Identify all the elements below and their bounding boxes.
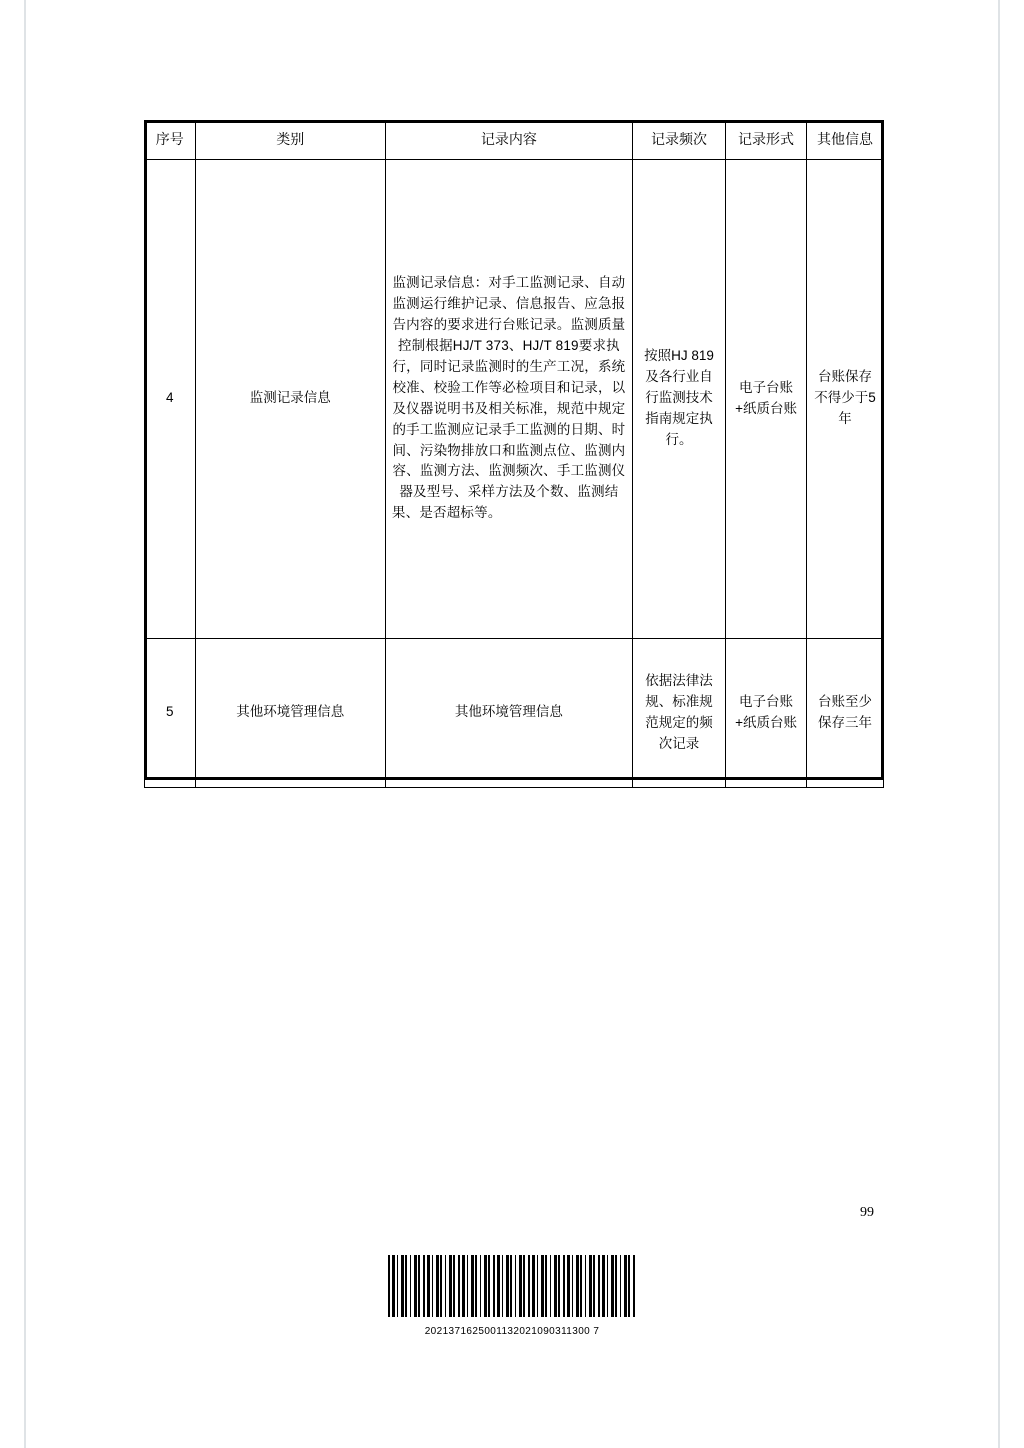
records-table [144, 120, 884, 788]
column-header-form: 记录形式 [726, 121, 807, 160]
cell-frequency: 依据法律法规、标准规范规定的频次记录 [632, 638, 725, 787]
cell-no: 4 [145, 159, 196, 638]
column-header-content: 记录内容 [385, 121, 632, 160]
cell-content: 监测记录信息：对手工监测记录、自动监测运行维护记录、信息报告、应急报告内容的要求进行台账记录。监测质量控制根据HJ/T 373、HJ/T 819要求执行，同时记录监测时的生产工况，系统校准、校验工作等必检项目和记录，以及仪器说明书及相关标准，规范中规定的手工监测应记录手工监测的日期、时间、污染物排放口和监测点位、监测内容、监测方法、监测频次、手工监测仪器及型号、采样方法及个数、监测结果、是否超标等。 [385, 159, 632, 638]
cell-form: 电子台账+纸质台账 [726, 638, 807, 787]
cell-category: 其他环境管理信息 [195, 638, 385, 787]
cell-no: 5 [145, 638, 196, 787]
barcode-image [388, 1255, 636, 1317]
cell-form: 电子台账+纸质台账 [726, 159, 807, 638]
page-number: 99 [860, 1205, 874, 1220]
column-header-other: 其他信息 [807, 121, 884, 160]
table-header [145, 121, 884, 160]
column-header-category: 类别 [195, 121, 385, 160]
barcode-text: 2021371625001132021090311300 7 [424, 1326, 600, 1337]
cell-other: 台账保存不得少于5年 [807, 159, 884, 638]
cell-category: 监测记录信息 [195, 159, 385, 638]
column-header-no: 序号 [145, 121, 196, 160]
table-row [145, 638, 884, 787]
cell-frequency: 按照HJ 819及各行业自行监测技术指南规定执行。 [632, 159, 725, 638]
column-header-frequency: 记录频次 [632, 121, 725, 160]
table-body [145, 159, 884, 787]
page-edge-left [24, 0, 26, 1448]
cell-other: 台账至少保存三年 [807, 638, 884, 787]
barcode-area [0, 1255, 1024, 1337]
table-header-row [145, 121, 884, 160]
table-row [145, 159, 884, 638]
cell-content: 其他环境管理信息 [385, 638, 632, 787]
page-edge-right [998, 0, 1000, 1448]
